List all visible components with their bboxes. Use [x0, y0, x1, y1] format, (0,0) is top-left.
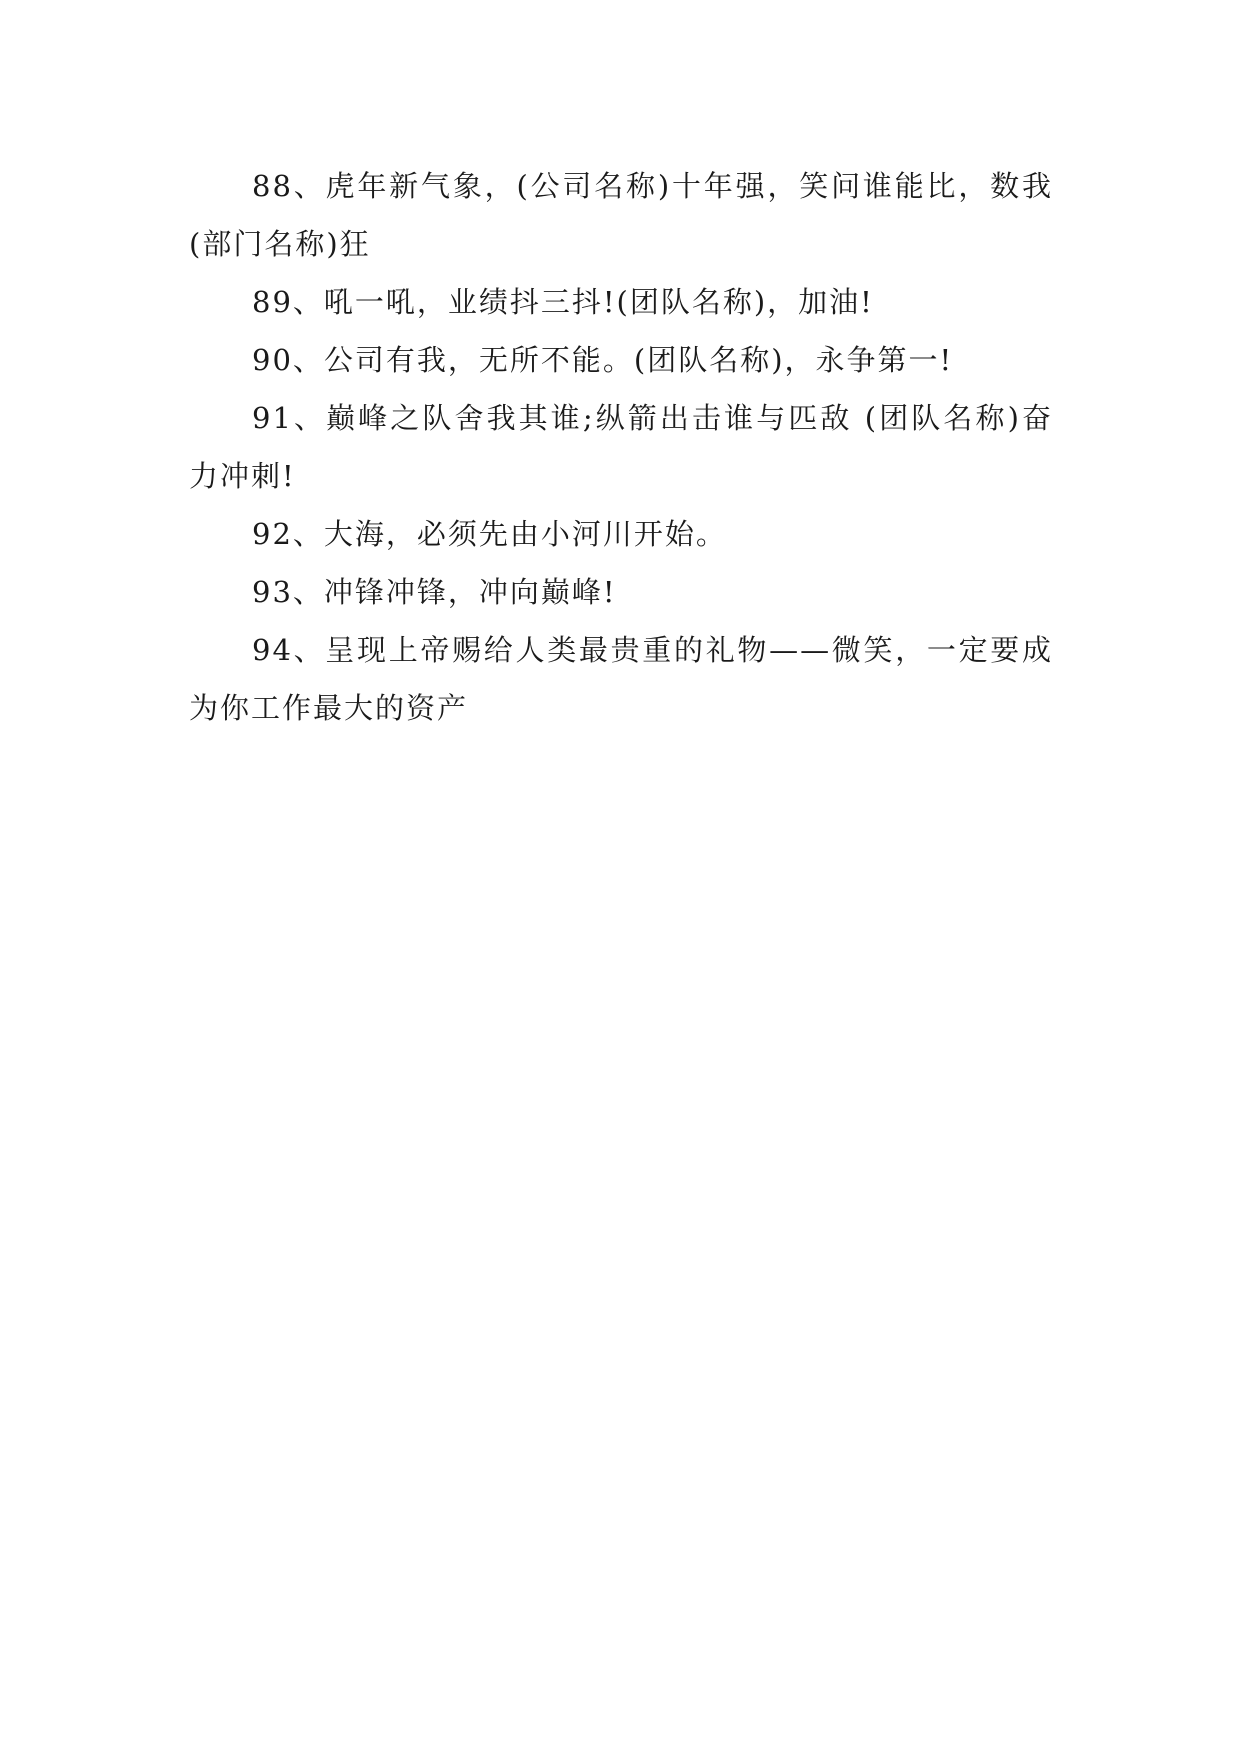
paragraph-93: 93、冲锋冲锋，冲向巅峰!	[252, 575, 617, 609]
paragraph-91: 91、巅峰之队舍我其谁;纵箭出击谁与匹敌 (团队名称)奋力冲刺!	[189, 401, 1053, 493]
paragraph-94: 94、呈现上帝赐给人类最贵重的礼物——微笑，一定要成为你工作最大的资产	[189, 633, 1053, 725]
document-body	[189, 157, 1053, 737]
paragraph-88: 88、虎年新气象，(公司名称)十年强，笑问谁能比，数我(部门名称)狂	[189, 169, 1053, 261]
paragraph-89: 89、吼一吼，业绩抖三抖!(团队名称)，加油!	[252, 285, 874, 319]
paragraph-90: 90、公司有我，无所不能。(团队名称)，永争第一!	[252, 343, 954, 377]
paragraph-92: 92、大海，必须先由小河川开始。	[252, 517, 727, 551]
